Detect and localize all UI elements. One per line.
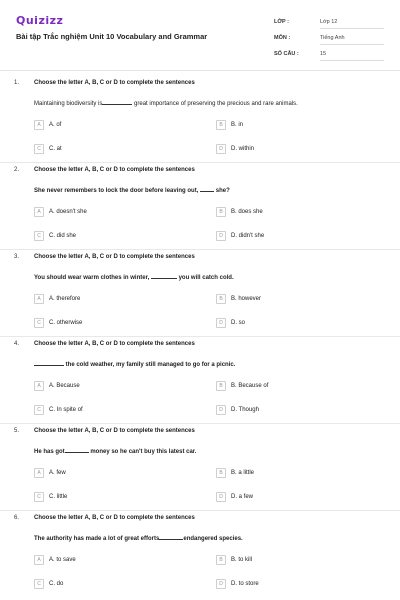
option-letter: D — [216, 579, 226, 589]
meta-value: Tiếng Anh — [320, 32, 384, 45]
option-letter: C — [34, 318, 44, 328]
option-text: D. a few — [231, 494, 254, 500]
question-number: 6. — [14, 515, 20, 521]
question-text — [34, 446, 196, 455]
option-a[interactable] — [34, 555, 76, 565]
question-number: 1. — [14, 80, 20, 86]
option-d[interactable] — [216, 579, 259, 589]
question-text — [34, 272, 234, 281]
option-text: C. otherwise — [49, 320, 83, 326]
option-letter: B — [216, 294, 226, 304]
option-b[interactable] — [216, 294, 261, 304]
question-instruction: Choose the letter A, B, C or D to complete the sentences — [34, 428, 195, 434]
option-letter: B — [216, 555, 226, 565]
option-letter: B — [216, 468, 226, 478]
option-letter: A — [34, 381, 44, 391]
question-divider — [0, 510, 400, 511]
option-a[interactable] — [34, 468, 66, 478]
option-text: B. to kill — [231, 557, 253, 563]
option-c[interactable] — [34, 318, 82, 328]
answer-blank — [34, 359, 64, 366]
question-text-after: she? — [215, 188, 230, 194]
option-text: C. at — [49, 146, 62, 152]
option-letter: A — [34, 120, 44, 130]
option-b[interactable] — [216, 381, 268, 391]
option-text: A. Because — [49, 383, 80, 389]
option-a[interactable] — [34, 120, 61, 130]
option-text: C. In spite of — [49, 407, 83, 413]
option-letter: C — [34, 231, 44, 241]
option-text: A. of — [49, 122, 62, 128]
option-text: B. a little — [231, 470, 255, 476]
option-text: D. within — [231, 146, 255, 152]
meta-key: LỚP : — [274, 19, 289, 25]
quizizz-logo: Quizizz — [16, 14, 64, 27]
question-text-before: She never remembers to lock the door before leaving out, — [34, 188, 199, 194]
option-text: B. Because of — [231, 383, 269, 389]
option-text: C. little — [49, 494, 68, 500]
option-text: B. does she — [231, 209, 263, 215]
meta-key: SỐ CÂU : — [274, 51, 299, 57]
question-number: 5. — [14, 428, 20, 434]
option-text: A. few — [49, 470, 66, 476]
option-letter: B — [216, 120, 226, 130]
question-divider — [0, 162, 400, 163]
option-letter: B — [216, 381, 226, 391]
option-text: D. Though — [231, 407, 259, 413]
question-instruction: Choose the letter A, B, C or D to complete the sentences — [34, 515, 195, 521]
page-title: Bài tập Trắc nghiệm Unit 10 Vocabulary and Grammar — [16, 32, 208, 41]
question-divider — [0, 423, 400, 424]
header-divider — [0, 70, 400, 71]
question-instruction: Choose the letter A, B, C or D to complete the sentences — [34, 167, 195, 173]
question-text-after: endangered species. — [183, 536, 243, 542]
question-instruction: Choose the letter A, B, C or D to complete the sentences — [34, 341, 195, 347]
question-text-before: You should wear warm clothes in winter, — [34, 275, 150, 281]
option-letter: C — [34, 405, 44, 415]
option-text: D. to store — [231, 581, 259, 587]
option-b[interactable] — [216, 207, 263, 217]
question-instruction: Choose the letter A, B, C or D to complete the sentences — [34, 80, 195, 86]
option-d[interactable] — [216, 144, 254, 154]
answer-blank — [200, 185, 214, 192]
option-a[interactable] — [34, 381, 80, 391]
question-text — [34, 533, 243, 542]
option-c[interactable] — [34, 144, 62, 154]
option-letter: C — [34, 579, 44, 589]
question-number: 2. — [14, 167, 20, 173]
option-d[interactable] — [216, 405, 259, 415]
answer-blank — [159, 533, 183, 540]
question-number: 3. — [14, 254, 20, 260]
question-text-after: great importance of preserving the precious and rare animals. — [134, 101, 298, 107]
meta-value: Lớp 12 — [320, 16, 384, 29]
meta-row-class — [274, 14, 384, 30]
option-letter: D — [216, 405, 226, 415]
option-c[interactable] — [34, 231, 76, 241]
answer-blank — [102, 98, 132, 105]
question-divider — [0, 336, 400, 337]
option-text: C. do — [49, 581, 64, 587]
question-text — [34, 359, 235, 368]
option-c[interactable] — [34, 579, 63, 589]
answer-blank — [65, 446, 89, 453]
option-b[interactable] — [216, 468, 254, 478]
meta-row-count — [274, 46, 384, 62]
meta-key: MÔN : — [274, 35, 291, 41]
option-letter: A — [34, 207, 44, 217]
option-b[interactable] — [216, 120, 243, 130]
answer-blank — [151, 272, 177, 279]
option-letter: D — [216, 144, 226, 154]
question-text-before: The authority has made a lot of great efforts — [34, 536, 160, 542]
question-number: 4. — [14, 341, 20, 347]
option-c[interactable] — [34, 405, 83, 415]
option-text: D. so — [231, 320, 246, 326]
option-letter: D — [216, 318, 226, 328]
question-divider — [0, 249, 400, 250]
option-d[interactable] — [216, 318, 245, 328]
option-letter: D — [216, 492, 226, 502]
option-c[interactable] — [34, 492, 67, 502]
option-a[interactable] — [34, 294, 80, 304]
worksheet-meta — [274, 14, 384, 62]
option-d[interactable] — [216, 492, 253, 502]
question-text-after: the cold weather, my family still managed to go for a picnic. — [65, 362, 236, 368]
option-letter: A — [34, 294, 44, 304]
option-d[interactable] — [216, 231, 264, 241]
option-text: B. in — [231, 122, 244, 128]
meta-value: 15 — [320, 48, 384, 61]
option-letter: A — [34, 468, 44, 478]
option-b[interactable] — [216, 555, 252, 565]
question-text — [34, 98, 298, 107]
option-letter: C — [34, 144, 44, 154]
question-text-after: you will catch cold. — [178, 275, 234, 281]
question-instruction: Choose the letter A, B, C or D to complete the sentences — [34, 254, 195, 260]
option-text: A. to save — [49, 557, 76, 563]
meta-row-subject — [274, 30, 384, 46]
question-text-before: He has got — [34, 449, 65, 455]
option-text: A. doesn't she — [49, 209, 87, 215]
question-text — [34, 185, 230, 194]
option-letter: D — [216, 231, 226, 241]
option-letter: C — [34, 492, 44, 502]
option-letter: B — [216, 207, 226, 217]
option-letter: A — [34, 555, 44, 565]
question-text-before: Maintaining biodiversity is — [34, 101, 103, 107]
option-text: D. didn't she — [231, 233, 265, 239]
option-a[interactable] — [34, 207, 87, 217]
option-text: C. did she — [49, 233, 77, 239]
option-text: B. however — [231, 296, 262, 302]
question-text-after: money so he can't buy this latest car. — [90, 449, 197, 455]
option-text: A. therefore — [49, 296, 81, 302]
